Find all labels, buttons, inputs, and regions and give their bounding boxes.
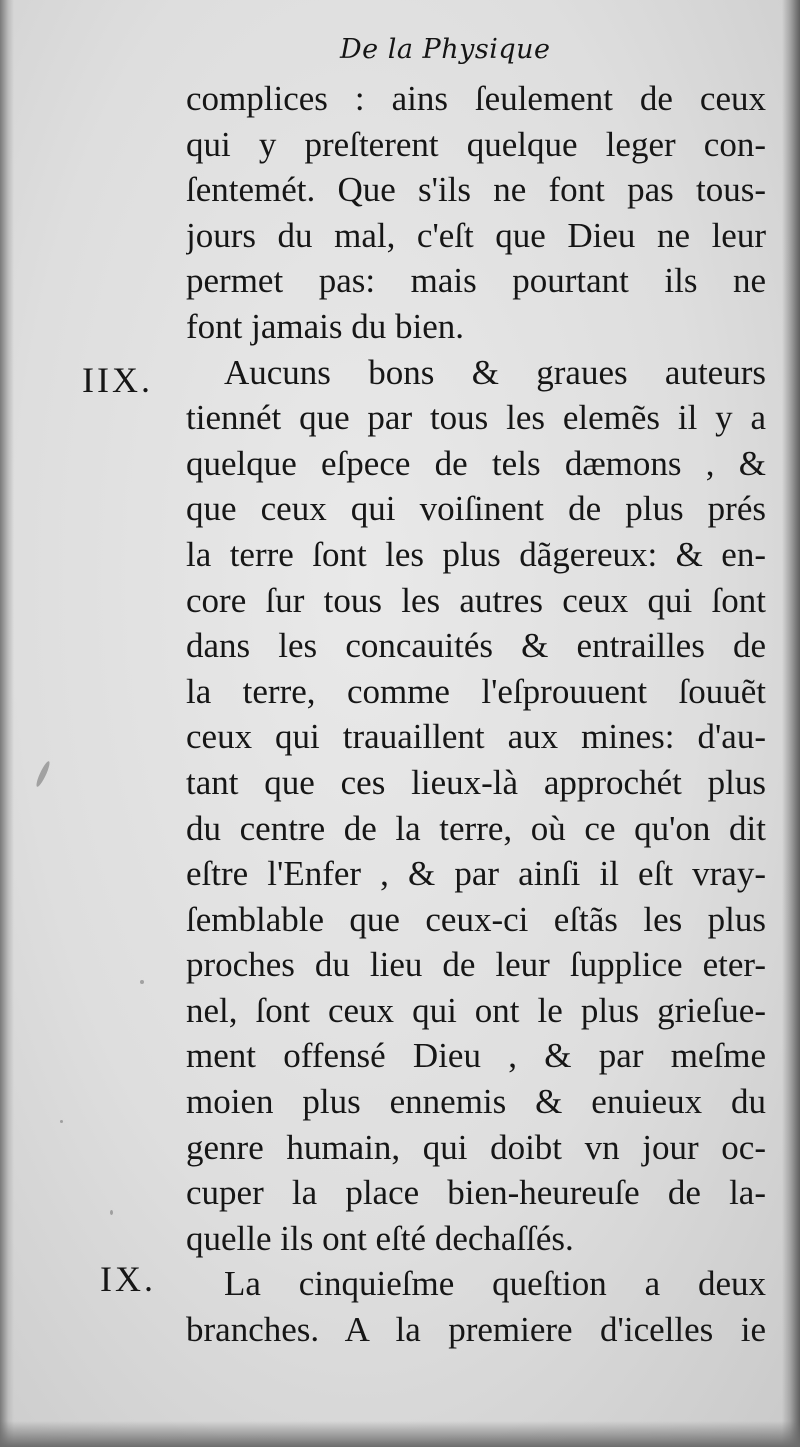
paper-speck [60, 1120, 63, 1123]
text-line: moien plus ennemis & enuieux du [186, 1082, 766, 1122]
text-line: tiennét que par tous les elemẽs il y a [186, 398, 766, 438]
marginal-number: IX. [100, 1259, 156, 1299]
page-right-edge-shadow [782, 0, 800, 1447]
text-line: quelle ils ont eſté dechaſſés. [186, 1218, 574, 1258]
text-line: qui y preſterent quelque leger con- [186, 124, 766, 164]
paper-speck [110, 1210, 113, 1215]
text-line: tant que ces lieux-là approchét plus [186, 762, 766, 802]
text-line: Aucuns bons & graues auteurs [224, 352, 766, 392]
text-line: core ſur tous les autres ceux qui ſont [186, 580, 766, 620]
paper-speck [140, 980, 144, 984]
text-line: branches. A la premiere d'icelles ie [186, 1310, 766, 1350]
text-line: font jamais du bien. [186, 306, 465, 346]
text-line: La cinquieſme queſtion a deux [224, 1264, 766, 1304]
text-line: ment offensé Dieu , & par meſme [186, 1036, 766, 1076]
page-left-edge-shadow [0, 0, 14, 1447]
text-line: cuper la place bien-heureuſe de la- [186, 1173, 766, 1213]
text-line: nel, ſont ceux qui ont le plus grieſue- [186, 990, 766, 1030]
text-line: du centre de la terre, où ce qu'on dit [186, 808, 766, 848]
text-line: la terre ſont les plus dãgereux: & en- [186, 534, 766, 574]
body-text [186, 76, 766, 1353]
text-line: ſemblable que ceux-ci eſtãs les plus [186, 899, 766, 939]
text-line: que ceux qui voiſinent de plus prés [186, 489, 766, 529]
text-line: jours du mal, c'eſt que Dieu ne leur [186, 215, 766, 255]
text-line: proches du lieu de leur ſupplice eter- [186, 945, 766, 985]
marginal-number: IIX. [82, 360, 153, 400]
running-head: De la Physique [340, 34, 551, 65]
text-line: ſentemét. Que s'ils ne font pas tous- [186, 170, 766, 210]
text-line: ceux qui trauaillent aux mines: d'au- [186, 717, 766, 757]
text-line: complices : ains ſeulement de ceux [186, 79, 766, 118]
text-line: permet pas: mais pourtant ils ne [186, 261, 766, 301]
text-line: quelque eſpece de tels dæmons , & [186, 443, 766, 483]
text-line: genre humain, qui doibt vn jour oc- [186, 1127, 766, 1167]
page-bottom-edge-shadow [0, 1421, 800, 1447]
paper-speck [34, 760, 51, 788]
text-line: eſtre l'Enfer , & par ainſi il eſt vray- [186, 854, 766, 894]
text-line: dans les concauités & entrailles de [186, 626, 766, 666]
text-line: la terre, comme l'eſprouuent ſouuẽt [186, 671, 766, 711]
